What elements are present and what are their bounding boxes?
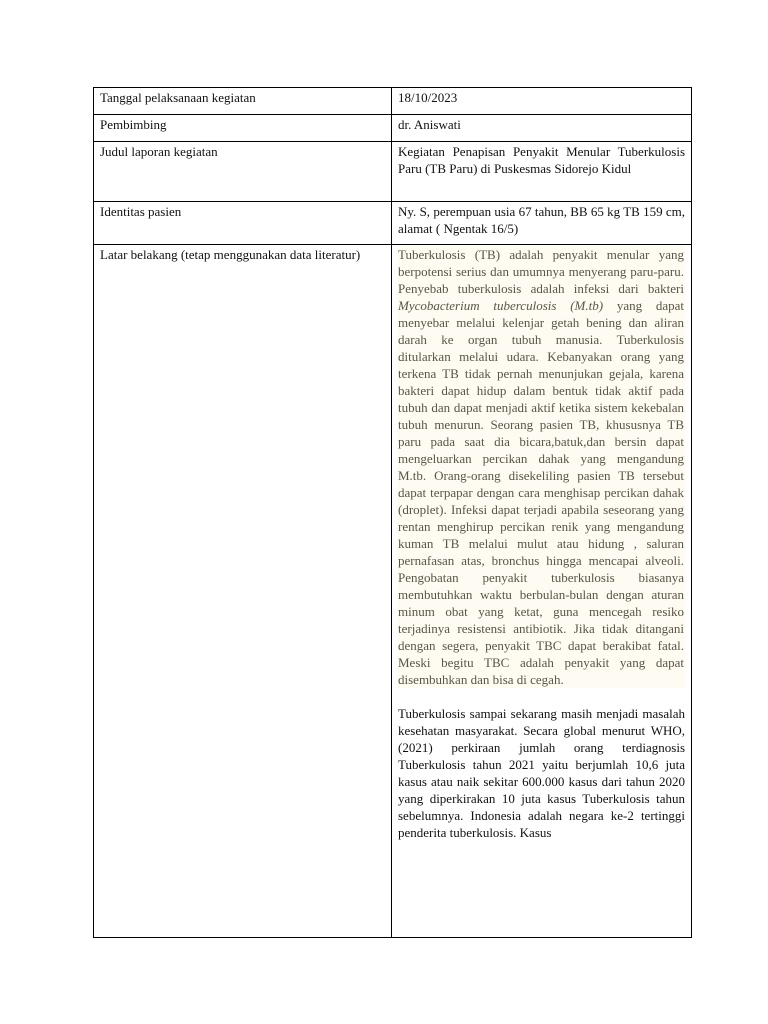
background-paragraph-1 xyxy=(398,246,685,688)
p1-text-after: yang dapat menyebar melalui kelenjar getah bening dan aliran darah ke organ tubuh manusia. Tuberkulosis ditularkan melalui udara. Kebanyakan orang yang terkena TB tidak pernah menunjukan gejala, karena bakteri dapat hidup dalam bentuk tidak aktif pada tubuh dan dapat menjadi aktif ketika sistem kekebalan tubuh menurun. Seorang pasien TB, khususnya TB paru pada saat dia bicara,batuk,dan bersin dapat mengeluarkan percikan dahak yang mengandung M.tb. Orang-orang disekeliling pasien TB tersebut dapat terpapar dengan cara menghisap percikan dahak (droplet). Infeksi dapat terjadi apabila seseorang yang rentan menghirup percikan renik yang mengandung kuman TB melalui mulut atau hidung , saluran pernafasan atas, bronchus hingga mencapai alveoli. Pengobatan penyakit tuberkulosis biasanya membutuhkan waktu berbulan-bulan dengan aturan minum obat yang ketat, guna mencegah resiko terjadinya resistensi antibiotik. Jika tidak ditangani dengan segera, penyakit TBC dapat berakibat fatal. Meski begitu TBC adalah penyakit yang dapat disembuhkan dan bisa di cegah. xyxy=(398,298,685,687)
mentor-label: Pembimbing xyxy=(94,115,392,142)
patient-identity-value: Ny. S, perempuan usia 67 tahun, BB 65 kg TB 159 cm, alamat ( Ngentak 16/5) xyxy=(392,202,692,245)
p1-species-name: Mycobacterium tuberculosis (M.tb) xyxy=(398,298,604,313)
activity-report-table xyxy=(93,87,692,938)
table-row xyxy=(94,115,692,142)
background-label: Latar belakang (tetap menggunakan data literatur) xyxy=(94,245,392,938)
table-row xyxy=(94,245,692,938)
table-row xyxy=(94,88,692,115)
p1-text-before: Tuberkulosis (TB) adalah penyakit menular yang berpotensi serius dan umumnya menyerang paru-paru. Penyebab tuberkulosis adalah infeksi dari bakteri xyxy=(398,247,684,296)
table-row xyxy=(94,142,692,202)
background-content xyxy=(398,246,685,935)
patient-identity-label: Identitas pasien xyxy=(94,202,392,245)
date-value: 18/10/2023 xyxy=(392,88,692,115)
report-title-label: Judul laporan kegiatan xyxy=(94,142,392,202)
report-title-value: Kegiatan Penapisan Penyakit Menular Tuberkulosis Paru (TB Paru) di Puskesmas Sidorejo Kidul xyxy=(392,142,692,202)
mentor-value: dr. Aniswati xyxy=(392,115,692,142)
table-row xyxy=(94,202,692,245)
date-label: Tanggal pelaksanaan kegiatan xyxy=(94,88,392,115)
background-cell xyxy=(392,245,692,938)
background-paragraph-2: Tuberkulosis sampai sekarang masih menjadi masalah kesehatan masyarakat. Secara global menurut WHO,(2021) perkiraan jumlah orang terdiagnosis Tuberkulosis tahun 2021 yaitu berjumlah 10,6 juta kasus atau naik sekitar 600.000 kasus dari tahun 2020 yang diperkirakan 10 juta kasus Tuberkulosis tahun sebelumnya. Indonesia adalah negara ke-2 tertinggi penderita tuberkulosis. Kasus xyxy=(398,706,685,840)
